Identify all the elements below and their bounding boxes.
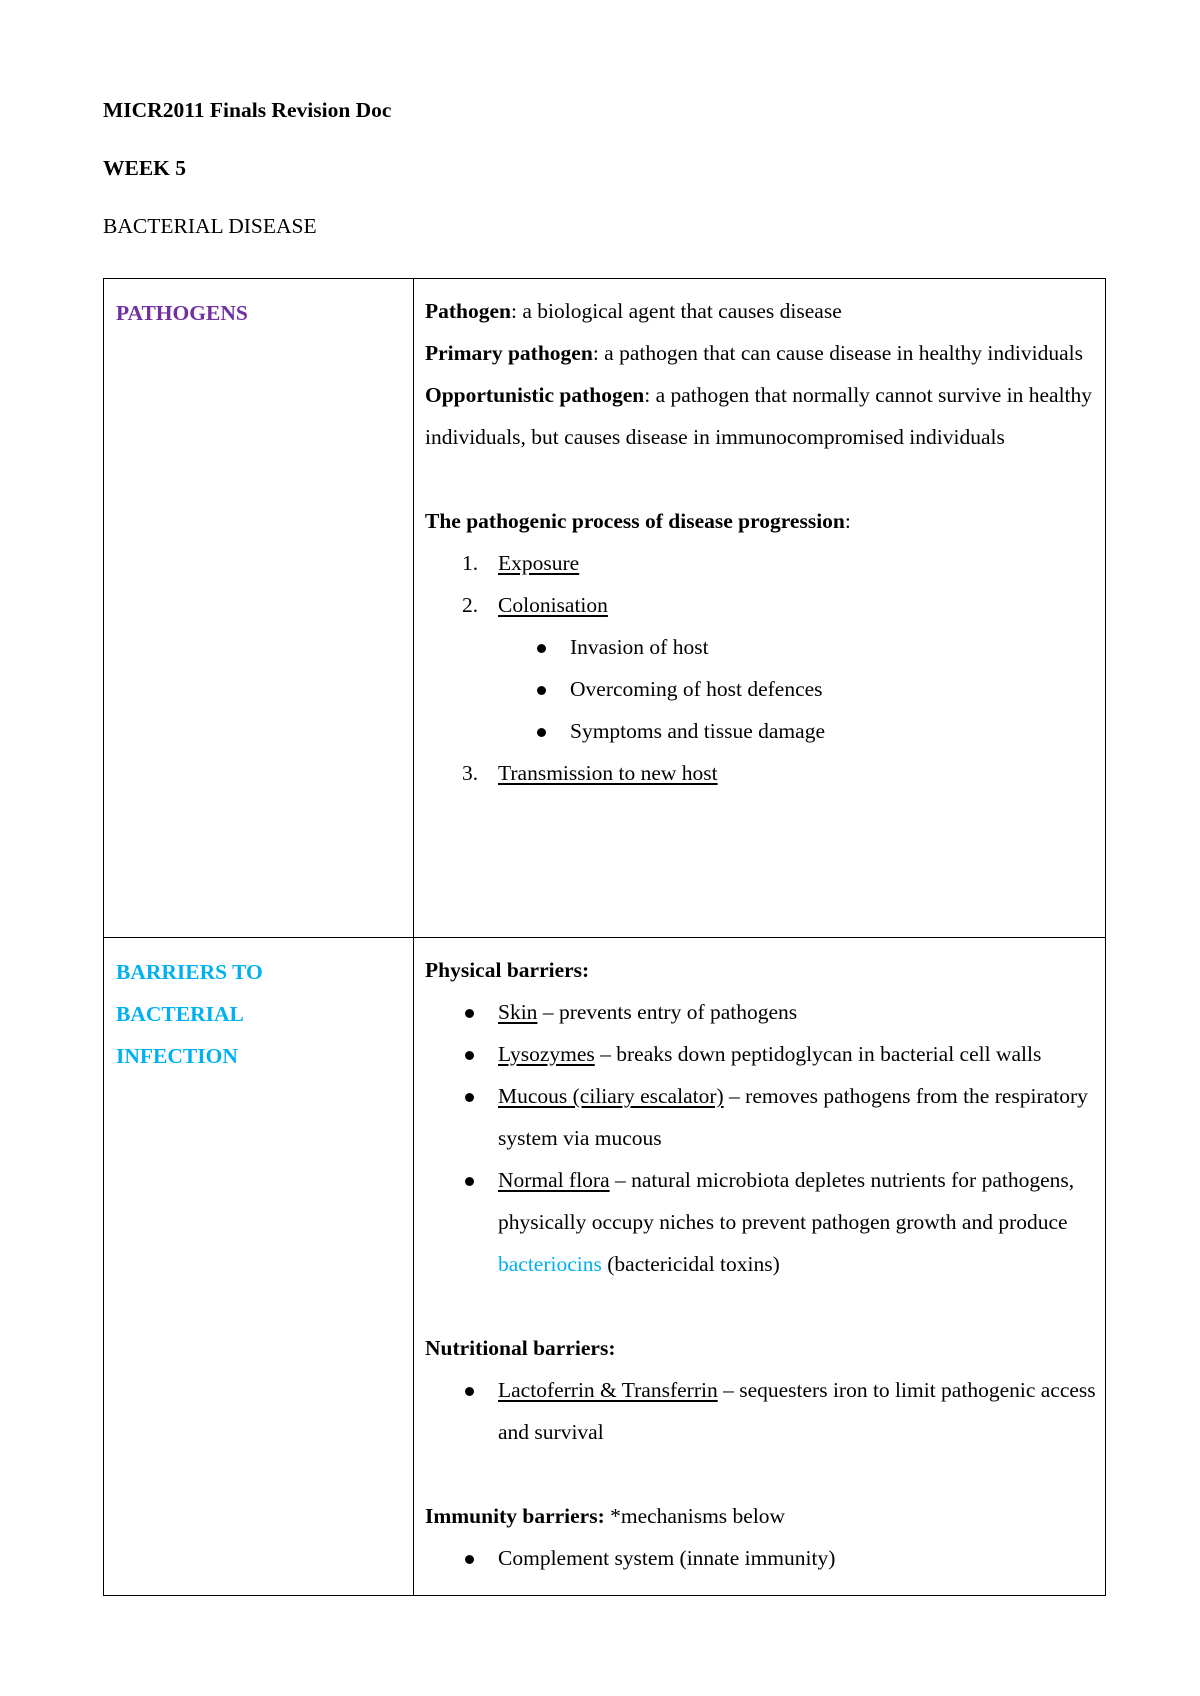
barrier-text: – removes pathogens from the respiratory system via mucous	[498, 1084, 1088, 1150]
topic-heading: BACTERIAL DISEASE	[103, 214, 317, 238]
step-number: 3.	[462, 761, 479, 785]
bullet-icon	[465, 1051, 474, 1060]
bullet-text: Complement system (innate immunity)	[498, 1546, 836, 1570]
row-title-cell	[104, 938, 414, 1596]
definition-text: : a biological agent that causes disease	[511, 299, 842, 323]
process-heading-text: The pathogenic process of disease progression	[425, 509, 845, 533]
barrier-text: – sequesters iron to limit pathogenic access and survival	[498, 1378, 1096, 1444]
barrier-text: – breaks down peptidoglycan in bacterial cell walls	[594, 1042, 1042, 1066]
nutritional-barriers-list	[425, 1369, 1097, 1453]
list-item	[498, 1033, 1097, 1075]
barriers-title-line: BACTERIAL	[116, 1002, 244, 1026]
definition-pathogen	[425, 290, 1097, 332]
list-item	[425, 584, 1097, 626]
bullet-text: Symptoms and tissue damage	[570, 719, 825, 743]
colonisation-bullets	[425, 626, 1097, 752]
bacteriocins-term: bacteriocins	[498, 1252, 602, 1276]
definition-term: Primary pathogen	[425, 341, 593, 365]
definition-primary-pathogen	[425, 332, 1097, 374]
barrier-text: – prevents entry of pathogens	[537, 1000, 798, 1024]
step-label: Transmission to new host	[498, 761, 718, 785]
pathogens-title: PATHOGENS	[116, 301, 248, 325]
list-item	[498, 1369, 1097, 1453]
list-item	[425, 542, 1097, 584]
list-item	[498, 1159, 1097, 1285]
definition-term: Opportunistic pathogen	[425, 383, 645, 407]
document-title: MICR2011 Finals Revision Doc	[103, 98, 392, 122]
bullet-text: Overcoming of host defences	[570, 677, 823, 701]
barrier-term: Lysozymes	[498, 1042, 595, 1066]
immunity-barriers-list	[425, 1537, 1097, 1579]
notes-table	[103, 278, 1106, 1596]
bullet-icon	[465, 1009, 474, 1018]
list-item	[570, 626, 1097, 668]
step-number: 1.	[462, 551, 479, 575]
barrier-term: Skin	[498, 1000, 538, 1024]
list-item	[570, 710, 1097, 752]
process-steps-continued	[425, 752, 1097, 794]
nutritional-barriers-heading: Nutritional barriers:	[425, 1336, 616, 1360]
barrier-term: Mucous (ciliary escalator)	[498, 1084, 724, 1108]
table-row-barriers	[104, 938, 1106, 1596]
bullet-text: Invasion of host	[570, 635, 709, 659]
process-heading-colon: :	[844, 509, 851, 533]
step-label: Exposure	[498, 551, 580, 575]
step-number: 2.	[462, 593, 479, 617]
bullet-icon	[465, 1555, 474, 1564]
list-item	[425, 752, 1097, 794]
barriers-title-line: INFECTION	[116, 1044, 238, 1068]
list-item	[498, 1075, 1097, 1159]
barrier-text-after: (bactericidal toxins)	[601, 1252, 780, 1276]
barrier-term: Lactoferrin & Transferrin	[498, 1378, 718, 1402]
physical-barriers-heading: Physical barriers:	[425, 958, 590, 982]
definition-text: : a pathogen that normally cannot survive in healthy individuals, but causes disease in immunocompromised individuals	[425, 383, 1093, 449]
barriers-title	[116, 951, 403, 1077]
table-row-pathogens	[104, 279, 1106, 938]
barrier-term: Normal flora	[498, 1168, 610, 1192]
physical-barriers-list	[425, 991, 1097, 1285]
list-item	[498, 1537, 1097, 1579]
definition-opportunistic-pathogen	[425, 374, 1097, 458]
bullet-icon	[537, 644, 546, 653]
definition-text: : a pathogen that can cause disease in healthy individuals	[592, 341, 1083, 365]
bullet-icon	[465, 1387, 474, 1396]
bullet-icon	[465, 1177, 474, 1186]
week-heading: WEEK 5	[103, 156, 187, 180]
row-content-cell	[414, 279, 1106, 938]
immunity-barriers-heading	[425, 1495, 1097, 1537]
definition-term: Pathogen	[425, 299, 511, 323]
process-heading	[425, 500, 1097, 542]
barrier-text: – natural microbiota depletes nutrients for pathogens, physically occupy niches to prevent pathogen growth and produce	[498, 1168, 1075, 1234]
bullet-icon	[465, 1093, 474, 1102]
bullet-icon	[537, 686, 546, 695]
step-label: Colonisation	[498, 593, 608, 617]
process-steps	[425, 542, 1097, 626]
row-title-cell	[104, 279, 414, 938]
bullet-icon	[537, 728, 546, 737]
list-item	[498, 991, 1097, 1033]
row-content-cell	[414, 938, 1106, 1596]
immunity-heading-text: Immunity barriers:	[425, 1504, 605, 1528]
immunity-note: *mechanisms below	[604, 1504, 786, 1528]
barriers-title-line: BARRIERS TO	[116, 960, 263, 984]
list-item	[570, 668, 1097, 710]
